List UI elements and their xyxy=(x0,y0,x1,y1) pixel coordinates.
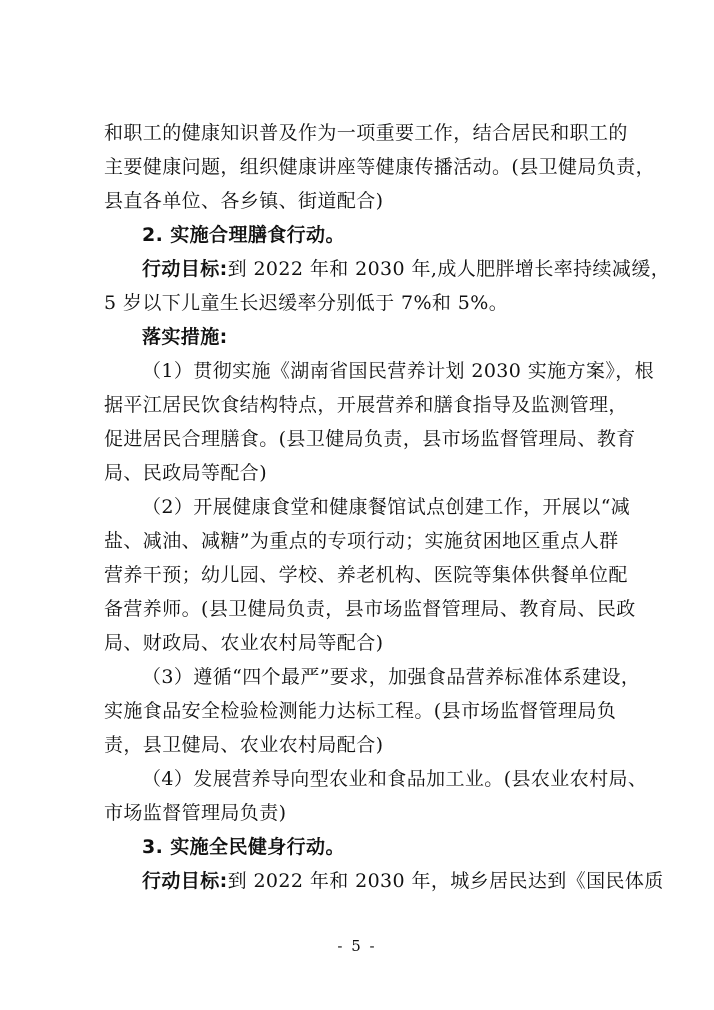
section-heading: 2. 实施合理膳食行动。 xyxy=(142,224,345,246)
paragraph-line: 主要健康问题，组织健康讲座等健康传播活动。(县卫健局负责， xyxy=(104,156,656,178)
target-paragraph xyxy=(142,257,671,281)
paragraph-line: 营养干预；幼儿园、学校、养老机构、医院等集体供餐单位配 xyxy=(104,564,628,586)
paragraph-line: （3）遵循“四个最严”要求，加强食品营养标准体系建设， xyxy=(142,666,641,688)
paragraph-line: 市场监督管理局负责) xyxy=(104,802,287,824)
target-label: 行动目标: xyxy=(142,870,228,892)
paragraph-line: 和职工的健康知识普及作为一项重要工作，结合居民和职工的 xyxy=(104,122,628,144)
paragraph-line: 实施食品安全检验检测能力达标工程。(县市场监督管理局负 xyxy=(104,700,617,722)
paragraph-line: 责，县卫健局、农业农村局配合) xyxy=(104,734,384,756)
paragraph-line: 备营养师。(县卫健局负责，县市场监督管理局、教育局、民政 xyxy=(104,598,636,620)
paragraph-line: 盐、减油、减糖”为重点的专项行动；实施贫困地区重点人群 xyxy=(104,530,619,552)
target-text: 到 2022 年和 2030 年，城乡居民达到《国民体质 xyxy=(227,870,664,892)
page-number: - 5 - xyxy=(337,937,377,955)
paragraph-line: 局、民政局等配合) xyxy=(104,462,268,484)
target-text: 到 2022 年和 2030 年,成人肥胖增长率持续减缓， xyxy=(227,258,671,280)
paragraph-line: （2）开展健康食堂和健康餐馆试点创建工作，开展以“减 xyxy=(142,496,631,518)
paragraph-line: （1）贯彻实施《湖南省国民营养计划 2030 实施方案》，根 xyxy=(142,360,655,382)
section-heading: 3. 实施全民健身行动。 xyxy=(142,836,345,858)
paragraph-line: （4）发展营养导向型农业和食品加工业。(县农业农村局、 xyxy=(142,768,648,790)
paragraph-line: 据平江居民饮食结构特点，开展营养和膳食指导及监测管理， xyxy=(104,394,628,416)
target-label: 行动目标: xyxy=(142,258,228,280)
paragraph-line: 局、财政局、农业农村局等配合) xyxy=(104,632,384,654)
measures-heading: 落实措施: xyxy=(142,326,228,348)
paragraph-line: 县直各单位、各乡镇、街道配合) xyxy=(104,190,384,212)
paragraph-line: 促进居民合理膳食。(县卫健局负责，县市场监督管理局、教育 xyxy=(104,428,636,450)
paragraph-line: 5 岁以下儿童生长迟缓率分别低于 7%和 5%。 xyxy=(104,292,509,314)
target-paragraph xyxy=(142,869,664,893)
